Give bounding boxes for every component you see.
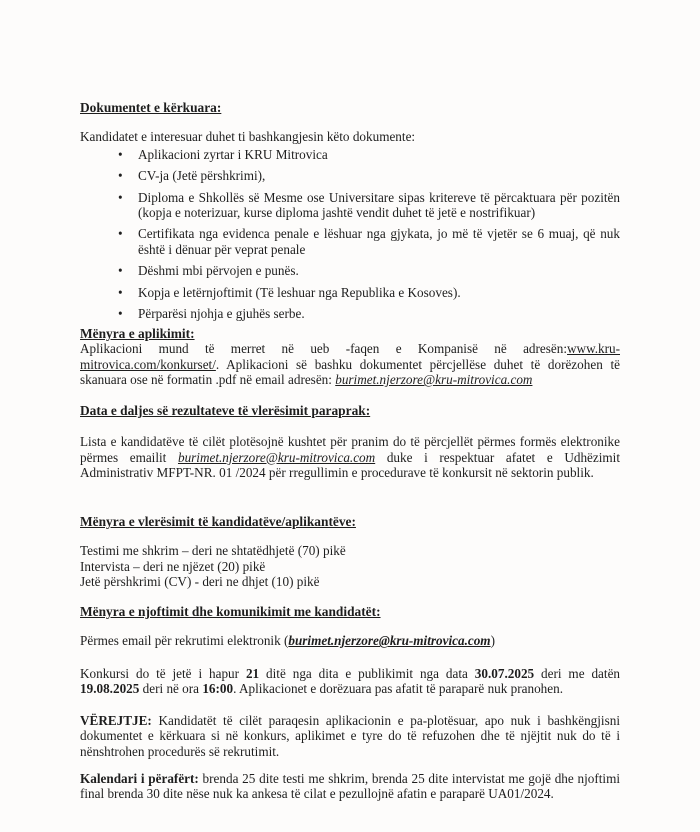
deadline-time: 16:00	[202, 681, 234, 697]
deadline-section: Konkursi do të jetë i hapur 21 ditë nga dita e publikimit nga data 30.07.2025 deri me datën 19.08.2025 deri në ora 16:00. Aplikacionet e dorëzuara pas afatit të paraparë nuk pranohen.	[80, 666, 621, 697]
days-count: 21	[245, 666, 260, 681]
documents-section	[80, 100, 620, 327]
warning-label: VËREJTJE:	[80, 713, 152, 728]
results-heading: Data e daljes së rezultateve të vlerësimit paraprak:	[80, 403, 371, 418]
email-link[interactable]: burimet.njerzore@kru-mitrovica.com	[177, 449, 376, 465]
list-item: • Kopja e letërnjoftimit (Të leshuar nga Republika e Kosoves).	[118, 284, 461, 300]
notification-section	[80, 604, 620, 649]
bullet-icon: •	[118, 306, 123, 322]
documents-list	[80, 147, 620, 322]
bullet-icon: •	[118, 284, 123, 300]
email-link[interactable]: burimet.njerzore@kru-mitrovica.com	[335, 372, 533, 388]
documents-heading: Dokumentet e kërkuara:	[80, 100, 222, 115]
calendar-label: Kalendari i përafërt:	[80, 771, 199, 786]
notification-heading: Mënyra e njoftimit dhe komunikimit me kandidatët:	[80, 604, 381, 619]
bullet-icon: •	[118, 263, 123, 279]
date-to: 19.08.2025	[80, 681, 140, 697]
date-from: 30.07.2025	[474, 666, 535, 681]
evaluation-list	[80, 543, 620, 589]
list-item: • Aplikacioni zyrtar i KRU Mitrovica	[118, 146, 328, 162]
evaluation-heading: Mënyra e vlerësimit të kandidatëve/aplikantëve:	[80, 514, 356, 529]
bullet-icon: •	[118, 168, 123, 184]
application-heading: Mënyra e aplikimit:	[80, 326, 195, 341]
bullet-icon: •	[118, 226, 123, 242]
results-text: Lista e kandidatëve të cilët plotësojnë kushtet për pranim do të përcjellët përmes formës elektronike përmes emailit burimet.njerzore@kru-mitrovica.com duke i respektuar afatet e Udhëzimit Administrativ MFPT-NR. 01 /2024 për rregullimin e procedurave të konkursit në sektorin publik.	[80, 434, 620, 481]
results-section	[80, 403, 620, 481]
bullet-icon: •	[118, 189, 123, 205]
evaluation-section	[80, 514, 620, 590]
list-item: • Dëshmi mbi përvojen e punës.	[118, 263, 299, 279]
list-item: Jetë përshkrimi (CV) - deri ne dhjet (10) pikë	[80, 574, 320, 590]
email-link[interactable]: burimet.njerzore@kru-mitrovica.com	[288, 633, 491, 649]
list-item: Intervista – deri ne njëzet (20) pikë	[80, 558, 266, 574]
list-item: • Certifikata nga evidenca penale e lëshuar nga gjykata, jo më të vjetër se 6 muaj, që nuk është i dënuar për veprat penale	[118, 226, 620, 257]
list-item: • Diploma e Shkollës së Mesme ose Universitare sipas kritereve të përcaktuara për pozitën (kopja e noterizuar, kurse diploma jashtë vendit duhet të jetë e nostrifikuar)	[118, 189, 620, 221]
list-item: • Përparësi njohja e gjuhës serbe.	[118, 306, 305, 322]
website-link[interactable]: www.kru-mitrovica.com/konkurset/	[80, 341, 620, 372]
application-section	[80, 326, 620, 388]
notification-text: Përmes email për rekrutimi elektronik (burimet.njerzore@kru-mitrovica.com)	[80, 633, 495, 649]
application-text: Aplikacioni mund të merret në ueb -faqen e Kompanisë në adresën:www.kru-mitrovica.com/konkurset/. Aplikacioni së bashku dokumentet përcjellëse duhet të dorëzohen të skanuara ose në formatin .pdf në email adresën: burimet.njerzore@kru-mitrovica.com	[80, 341, 620, 388]
calendar-section: Kalendari i përafërt: brenda 25 dite testi me shkrim, brenda 25 dite intervistat me gojë dhe njoftimi final brenda 30 dite nëse nuk ka ankesa të cilat e pezullojnë afatin e paraparë UA01/2024.	[80, 771, 620, 802]
list-item: • CV-ja (Jetë përshkrimi),	[118, 168, 266, 184]
documents-intro: Kandidatet e interesuar duhet ti bashkangjesin këto dokumente:	[80, 129, 416, 145]
list-item: Testimi me shkrim – deri ne shtatëdhjetë (70) pikë	[80, 543, 346, 559]
bullet-icon: •	[118, 146, 123, 162]
warning-section: VËREJTJE: Kandidatët të cilët paraqesin aplikacionin e pa-plotësuar, apo nuk i bashkëngjisni dokumentet e kërkuara si në konkurs, aplikimet e tyre do të refuzohen dhe të njëjtit nuk do të i nënshtrohen procedurës së rekrutimit.	[80, 713, 620, 759]
